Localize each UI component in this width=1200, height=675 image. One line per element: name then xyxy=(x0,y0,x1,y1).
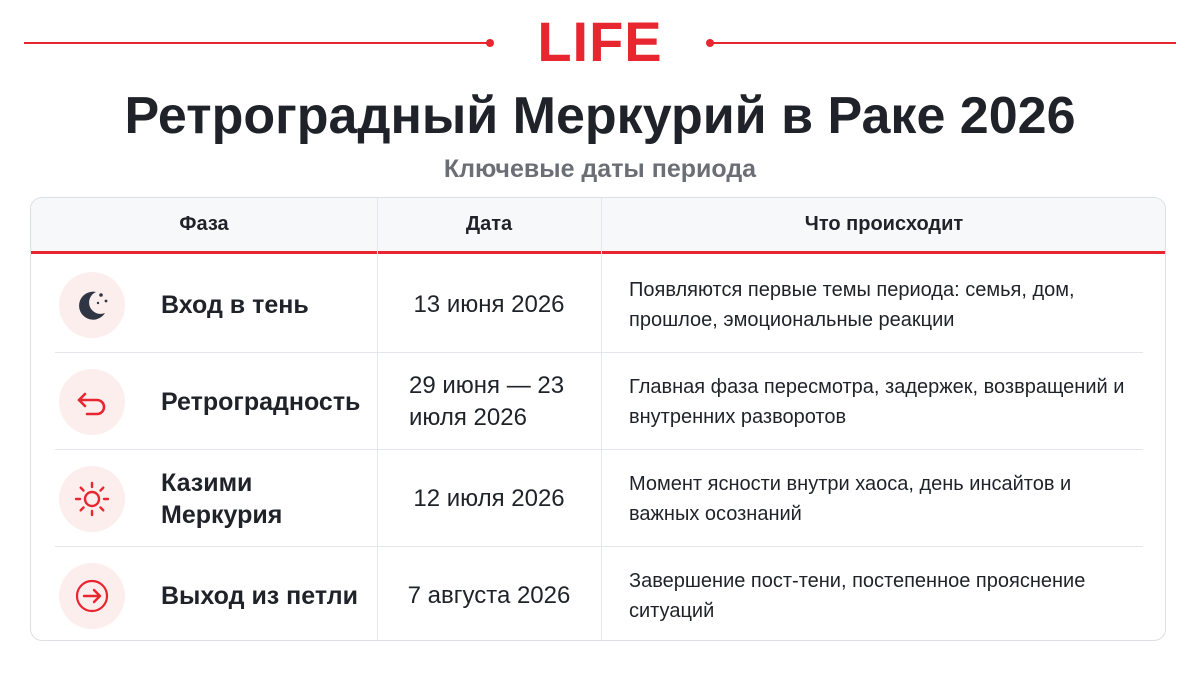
phase-description: Завершение пост-тени, постепенное прояснение ситуаций xyxy=(629,569,1086,622)
header xyxy=(0,0,1200,90)
phase-description: Момент ясности внутри хаоса, день инсайтов и важных осознаний xyxy=(629,472,1072,525)
table-row xyxy=(31,256,1166,353)
phase-date xyxy=(389,547,589,641)
phase-date-text: 29 июня — 23 июля 2026 xyxy=(409,371,565,431)
phase-name: Ретроградность xyxy=(161,387,361,416)
phase-date-text: 7 августа 2026 xyxy=(407,581,571,609)
arrow-right-circle-icon xyxy=(59,563,125,629)
brand-logo[interactable]: LIFE xyxy=(537,10,663,73)
header-description: Что происходит xyxy=(804,213,964,235)
phase-name: Выход из петли xyxy=(161,581,359,610)
table-row xyxy=(31,450,1166,547)
table-row xyxy=(31,353,1166,450)
phase-name: Казими Меркурия xyxy=(161,468,283,529)
table-row xyxy=(31,547,1166,641)
page-subtitle: Ключевые даты периода xyxy=(443,155,757,183)
phase-name: Вход в тень xyxy=(161,290,309,319)
sun-icon xyxy=(59,466,125,532)
phase-description: Главная фаза пересмотра, задержек, возвращений и внутренних разворотов xyxy=(629,375,1125,428)
header-phase: Фаза xyxy=(179,213,229,235)
phase-description: Появляются первые темы периода: семья, дом, прошлое, эмоциональные реакции xyxy=(629,278,1075,331)
moon-icon xyxy=(59,272,125,338)
phase-date-text: 13 июня 2026 xyxy=(413,290,565,318)
page-title: Ретроградный Меркурий в Раке 2026 xyxy=(124,87,1076,145)
phase-date xyxy=(389,450,589,547)
dates-table xyxy=(30,197,1166,641)
table-header xyxy=(31,198,1165,254)
phase-date xyxy=(389,256,589,353)
phase-date-text: 12 июля 2026 xyxy=(413,484,565,512)
header-date: Дата xyxy=(465,213,513,235)
return-arrow-icon xyxy=(59,369,125,435)
phase-date xyxy=(389,353,589,450)
